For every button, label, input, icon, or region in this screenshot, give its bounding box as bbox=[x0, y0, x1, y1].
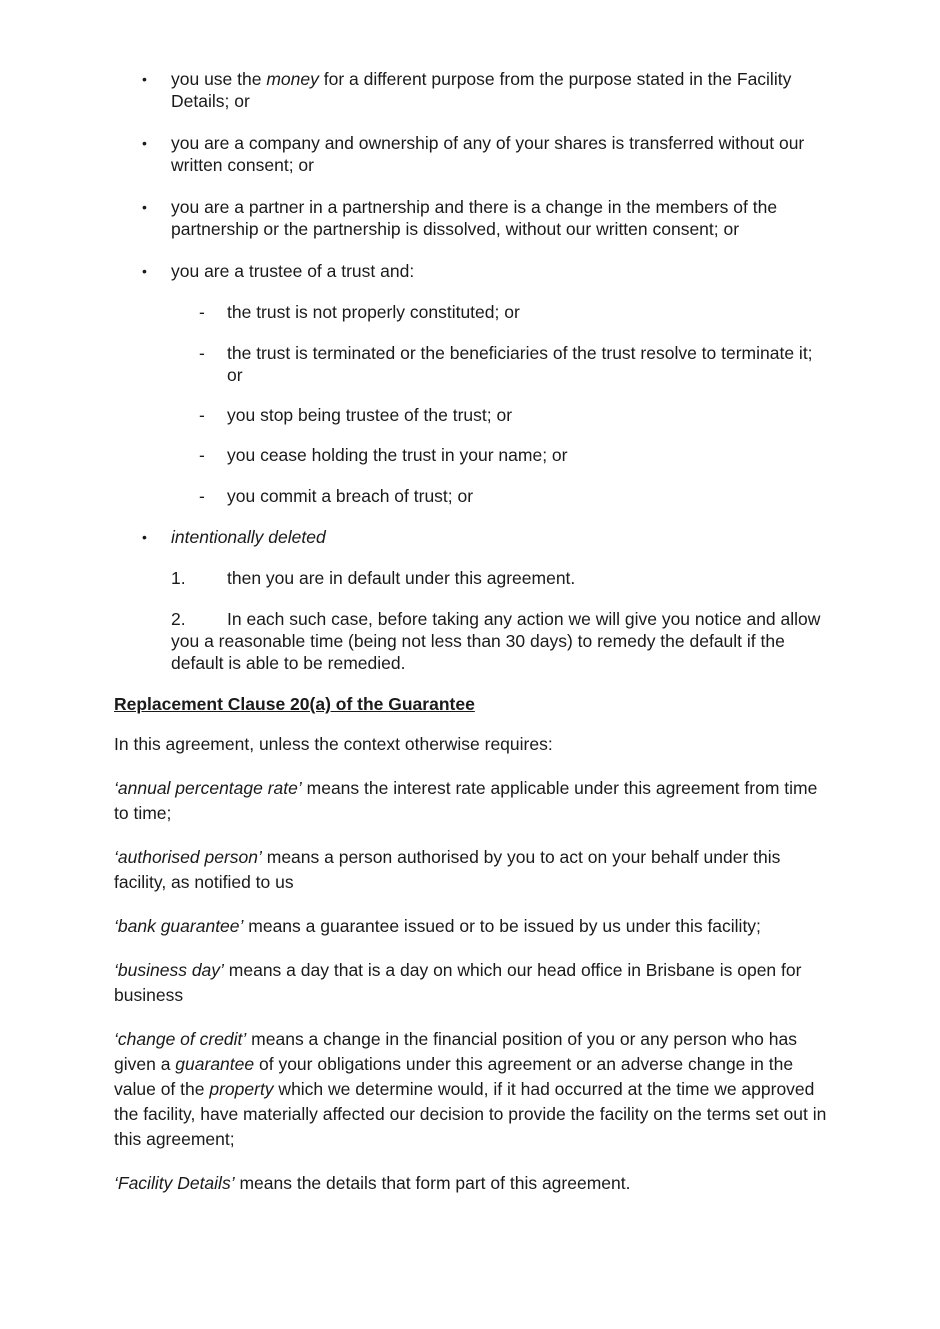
definition-text: means a change in the financial position of you or any person who has given a bbox=[114, 1029, 797, 1074]
item-number: 2. bbox=[171, 609, 186, 629]
defined-term: ‘change of credit’ bbox=[114, 1029, 247, 1049]
list-item-text: you are a company and ownership of any of your shares is transferred without our written consent; or bbox=[171, 133, 805, 175]
dash-marker: - bbox=[199, 302, 205, 322]
definition-text: means a guarantee issued or to be issued by us under this facility; bbox=[243, 916, 761, 936]
definition-text: means the details that form part of this agreement. bbox=[234, 1173, 631, 1193]
list-item-text: you are a partner in a partnership and there is a change in the members of the partnership or the partnership is dissolved, without our written consent; or bbox=[171, 197, 778, 239]
bullet-marker: • bbox=[142, 529, 147, 545]
bullet-marker: • bbox=[142, 263, 147, 279]
sub-list-item-text: you commit a breach of trust; or bbox=[227, 486, 474, 506]
item-number: 1. bbox=[171, 568, 186, 588]
definition-change-of-credit bbox=[114, 1027, 829, 1152]
dash-marker: - bbox=[199, 405, 205, 425]
definition-text: means the interest rate applicable under this agreement from time to time; bbox=[114, 778, 818, 823]
defined-term: ‘annual percentage rate’ bbox=[114, 778, 302, 798]
defined-term: ‘Facility Details’ bbox=[114, 1173, 235, 1193]
list-item-text: you use the money for a different purpose from the purpose stated in the Facility Details; or bbox=[171, 69, 792, 111]
numbered-item bbox=[171, 567, 841, 589]
intro-paragraph: In this agreement, unless the context otherwise requires: bbox=[114, 734, 553, 754]
definition-annual-percentage-rate bbox=[114, 776, 829, 826]
bullet-marker: • bbox=[142, 135, 147, 151]
definition-text: of your obligations under this agreement or an adverse change in the value of the bbox=[114, 1054, 794, 1099]
sub-list-item-text: you cease holding the trust in your name; or bbox=[227, 445, 568, 465]
dash-marker: - bbox=[199, 486, 205, 506]
dash-marker: - bbox=[199, 445, 205, 465]
definition-authorised-person bbox=[114, 845, 829, 895]
definition-bank-guarantee bbox=[114, 914, 829, 939]
defined-term: ‘bank guarantee’ bbox=[114, 916, 244, 936]
definition-text: which we determine would, if it had occurred at the time we approved the facility, have materially affected our decision to provide the facility on the terms set out in this agreement; bbox=[114, 1079, 827, 1149]
bullet-marker: • bbox=[142, 199, 147, 215]
definition-text: means a day that is a day on which our head office in Brisbane is open for business bbox=[114, 960, 802, 1005]
list-item-text: intentionally deleted bbox=[171, 527, 326, 547]
numbered-item-text: In each such case, before taking any action we will give you notice and allow you a reasonable time (being not less than 30 days) to remedy the default if the default is able to be remedied. bbox=[171, 609, 821, 673]
list-item-text: you are a trustee of a trust and: bbox=[171, 261, 415, 281]
italic-term: property bbox=[209, 1079, 274, 1099]
italic-term: guarantee bbox=[175, 1054, 255, 1074]
sub-list-item-text: the trust is terminated or the beneficiaries of the trust resolve to terminate it; or bbox=[227, 343, 813, 385]
definition-facility-details bbox=[114, 1171, 829, 1196]
dash-marker: - bbox=[199, 343, 205, 363]
section-heading: Replacement Clause 20(a) of the Guarantee bbox=[114, 694, 475, 714]
sub-list-item-text: you stop being trustee of the trust; or bbox=[227, 405, 513, 425]
defined-term: ‘authorised person’ bbox=[114, 847, 262, 867]
bullet-marker: • bbox=[142, 71, 147, 87]
defined-term: ‘business day’ bbox=[114, 960, 224, 980]
numbered-item bbox=[171, 608, 841, 674]
definition-business-day bbox=[114, 958, 829, 1008]
numbered-item-text: then you are in default under this agreement. bbox=[227, 568, 576, 588]
definition-text: means a person authorised by you to act on your behalf under this facility, as notified to us bbox=[114, 847, 781, 892]
sub-list-item-text: the trust is not properly constituted; or bbox=[227, 302, 520, 322]
